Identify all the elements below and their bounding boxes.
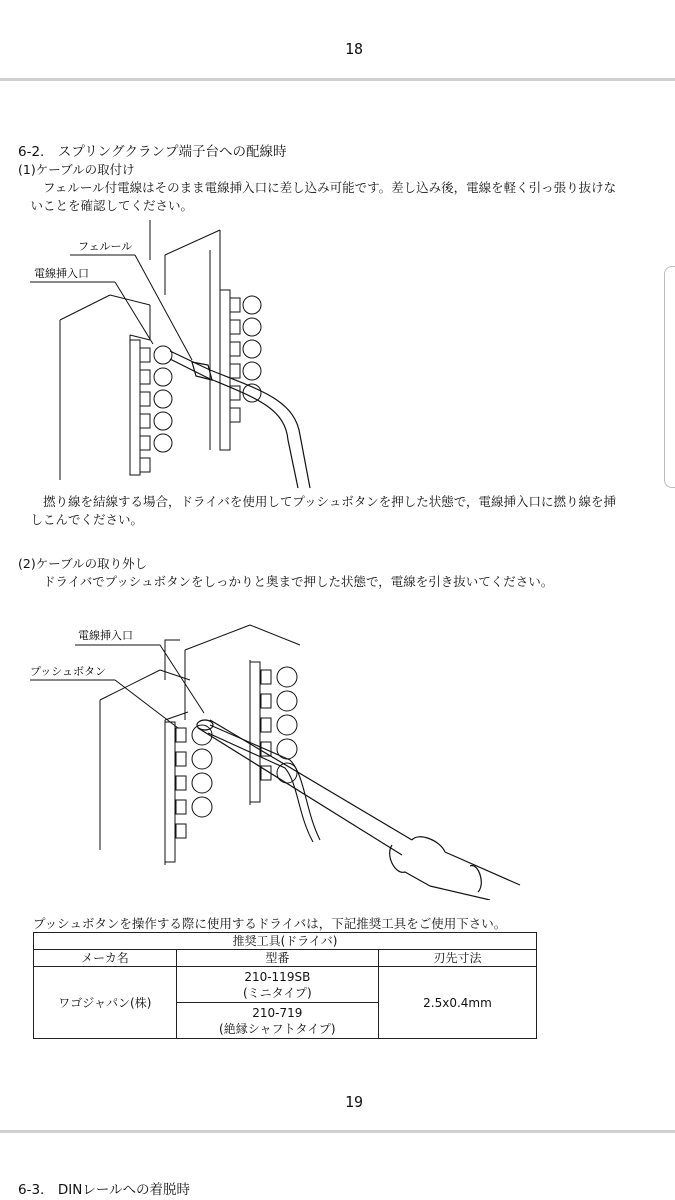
section-heading-6-2: 6-2. スプリングクランプ端子台への配線時 (18, 144, 287, 160)
page-number-top: 18 (344, 40, 364, 58)
page-number-bottom: 19 (344, 1093, 364, 1111)
table-title: 推奨工具(ドライバ) (34, 933, 537, 950)
subsection-title-attach: (1)ケーブルの取付け (18, 162, 135, 177)
table-header-maker: メーカ名 (34, 950, 177, 967)
table-header-tip: 刃先寸法 (378, 950, 536, 967)
label-push-button: プッシュボタン (30, 665, 107, 678)
paragraph-ferrule-line2: いことを確認してください。 (18, 198, 194, 213)
paragraph-ferrule-line1: フェルール付電線はそのまま電線挿入口に差し込み可能です。差し込み後，電線を軽く引っ張り抜けな (18, 180, 617, 195)
paragraph-driver-note: プッシュボタンを操作する際に使用するドライバは，下記推奨工具をご使用下さい。 (8, 916, 507, 931)
paragraph-stranded-line1: 撚り線を結線する場合，ドライバを使用してプッシュボタンを押した状態で，電線挿入口に撚り線を挿 (18, 494, 617, 509)
table-cell-model2 (176, 1003, 378, 1039)
model2-note: (絶縁シャフトタイプ) (219, 1021, 336, 1036)
table-cell-maker: ワゴジャパン(株) (34, 967, 177, 1039)
recommended-tools-table (33, 932, 537, 1039)
page-divider-bottom (0, 1130, 675, 1133)
label-wire-insertion-port-2: 電線挿入口 (78, 629, 133, 642)
model2-number: 210-719 (252, 1005, 303, 1020)
label-wire-insertion-port: 電線挿入口 (34, 267, 89, 280)
table-header-model: 型番 (176, 950, 378, 967)
figure-terminal-attach (20, 220, 360, 490)
page-divider-top (0, 78, 675, 81)
model1-note: (ミニタイプ) (242, 985, 312, 1000)
subsection-title-remove: (2)ケーブルの取り外し (18, 556, 148, 571)
model1-number: 210-119SB (244, 969, 311, 984)
figure-terminal-remove (20, 600, 530, 900)
table-cell-model1 (176, 967, 378, 1003)
scroll-handle[interactable] (664, 266, 675, 488)
section-heading-6-3: 6-3. DINレールへの着脱時 (18, 1182, 191, 1198)
paragraph-remove-line1: ドライバでプッシュボタンをしっかりと奥まで押した状態で，電線を引き抜いてください。 (18, 574, 554, 589)
table-cell-tip: 2.5x0.4mm (378, 967, 536, 1039)
paragraph-stranded-line2: しこんでください。 (18, 512, 144, 527)
label-ferrule: フェルール (78, 240, 133, 253)
